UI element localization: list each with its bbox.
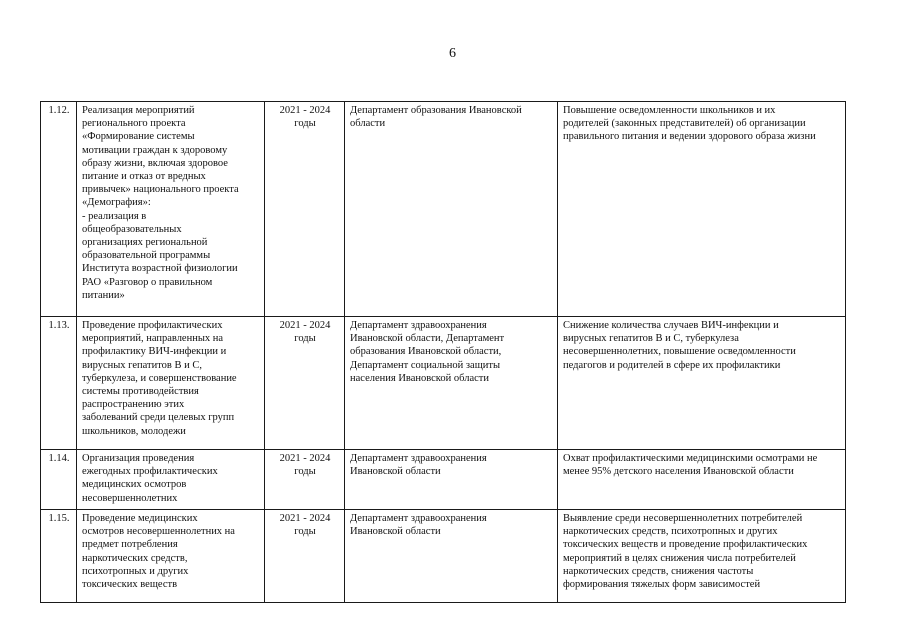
executor-cell [345, 450, 558, 510]
executor-cell [345, 510, 558, 603]
period-text: 2021 - 2024 годы [279, 513, 331, 538]
result-cell [558, 317, 846, 450]
period-text: 2021 - 2024 годы [279, 320, 331, 345]
measure-text: Организация проведения ежегодных профилактических медицинских осмотров несовершеннолетних [82, 453, 218, 504]
item-number-cell [41, 317, 77, 450]
item-number-cell [41, 102, 77, 317]
item-number: 1.15. [48, 513, 70, 524]
executor-text: Департамент здравоохранения Ивановской области [350, 513, 487, 538]
period-cell [265, 102, 345, 317]
result-cell [558, 510, 846, 603]
period-cell [265, 450, 345, 510]
page-number: 6 [449, 46, 456, 61]
result-text: Выявление среди несовершеннолетних потребителей наркотических средств, психотропных и других токсических веществ и проведение профилактических мероприятий в целях снижения числа потребителей наркотических средств, снижения частоты формирования тяжелых форм зависимостей [563, 513, 808, 591]
result-text: Снижение количества случаев ВИЧ-инфекции и вирусных гепатитов В и С, туберкулеза несовершеннолетних, повышение осведомленности педагогов и родителей в сфере их профилактики [563, 320, 796, 371]
measure-cell [77, 450, 265, 510]
result-cell [558, 102, 846, 317]
item-number: 1.14. [48, 453, 70, 464]
item-number: 1.13. [48, 320, 70, 331]
period-cell [265, 317, 345, 450]
table-row [41, 317, 846, 450]
table-row [41, 450, 846, 510]
executor-cell [345, 102, 558, 317]
measure-text: Проведение медицинских осмотров несовершеннолетних на предмет потребления наркотических средств, психотропных и других токсических веществ [82, 513, 235, 591]
item-number: 1.12. [48, 105, 70, 116]
executor-text: Департамент здравоохранения Ивановской области, Департамент образования Ивановской области, Департамент социальной защиты населения Ивановской области [350, 320, 505, 384]
measure-text: Реализация мероприятий регионального проекта «Формирование системы мотивации граждан к здоровому образу жизни, включая здоровое питание и отказ от вредных привычек» национального проекта «Демография»: - реализация в общеобразовательных организациях региональной образовательной программы Института возрастной физиологии РАО «Разговор о правильном питании» [82, 105, 239, 301]
result-text: Повышение осведомленности школьников и их родителей (законных представителей) об организации правильного питания и ведении здорового образа жизни [563, 105, 816, 143]
measure-cell [77, 317, 265, 450]
executor-cell [345, 317, 558, 450]
measure-cell [77, 102, 265, 317]
result-cell [558, 450, 846, 510]
table-row [41, 102, 846, 317]
period-cell [265, 510, 345, 603]
item-number-cell [41, 510, 77, 603]
action-plan-table [40, 101, 846, 603]
item-number-cell [41, 450, 77, 510]
measure-text: Проведение профилактических мероприятий, направленных на профилактику ВИЧ-инфекции и вирусных гепатитов В и С, туберкулеза, и совершенствование системы противодействия распространению этих заболеваний среди целевых групп школьников, молодежи [82, 320, 237, 437]
period-text: 2021 - 2024 годы [279, 453, 331, 478]
period-text: 2021 - 2024 годы [279, 105, 331, 130]
measure-cell [77, 510, 265, 603]
executor-text: Департамент здравоохранения Ивановской области [350, 453, 487, 478]
result-text: Охват профилактическими медицинскими осмотрами не менее 95% детского населения Ивановской области [563, 453, 818, 478]
table-row [41, 510, 846, 603]
executor-text: Департамент образования Ивановской области [350, 105, 522, 130]
